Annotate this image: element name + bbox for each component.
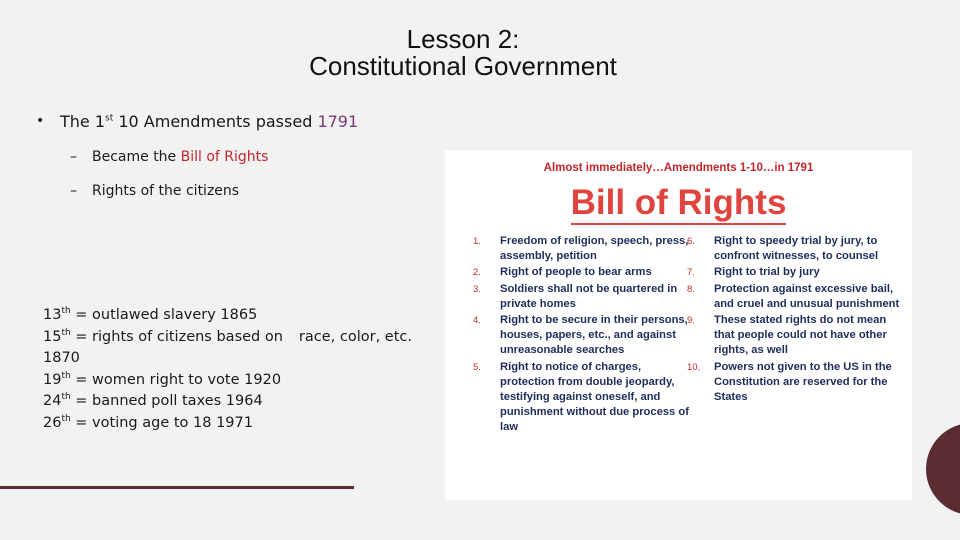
- dash-icon: –: [70, 183, 77, 199]
- amendment-row: 13th = outlawed slavery 1865: [43, 306, 258, 323]
- bill-of-rights-highlight: Bill of Rights: [180, 149, 269, 165]
- amendment-item: 7. Right to trial by jury: [687, 266, 820, 279]
- divider-rule: [0, 486, 354, 489]
- title-line-2: Constitutional Government: [309, 51, 617, 81]
- bullet-sub-2: – Rights of the citizens: [70, 183, 240, 199]
- amendment-item: 9. These stated rights do not mean that people could not have other rights, as well: [687, 314, 887, 357]
- slide-title: [0, 26, 926, 80]
- amendment-row: 19th = women right to vote 1920: [43, 370, 282, 388]
- amendment-row: 26th = voting age to 18 1971: [43, 414, 253, 431]
- amendment-item: 1. Freedom of religion, speech, press, assembly, petition: [473, 235, 689, 263]
- bullet-main-text: The 1st 10 Amendments passed 1791: [60, 111, 359, 131]
- bullet-sub-1: – Became the Bill of Rights: [70, 149, 269, 165]
- amendment-item: 3. Soldiers shall not be quartered in private homes: [473, 282, 678, 310]
- amendment-item: 4. Right to be secure in their persons, houses, papers, etc., and against unreasonable searches: [473, 314, 688, 357]
- amendment-row: 24th = banned poll taxes 1964: [43, 392, 263, 410]
- amendment-item: 10. Powers not given to the US in the Constitution are reserved for the States: [687, 360, 892, 404]
- panel-title: Bill of Rights: [445, 180, 912, 226]
- amendment-item: 5. Right to notice of charges, protection from double jeopardy, testifying against oneself, and punishment without due process of law: [473, 360, 689, 434]
- title-line-1: Lesson 2:: [406, 24, 520, 54]
- bill-of-rights-image: [445, 150, 912, 500]
- year-1791: 1791: [317, 111, 359, 131]
- decorative-circle: [926, 423, 960, 515]
- amendment-row: 1870: [43, 350, 80, 367]
- amendment-item: 6. Right to speedy trial by jury, to confront witnesses, to counsel: [687, 235, 879, 263]
- panel-heading: Almost immediately…Amendments 1-10…in 1791: [543, 162, 814, 174]
- amendment-row: 15th = rights of citizens based on race, color, etc.: [43, 327, 412, 345]
- dash-icon: –: [70, 149, 77, 165]
- panel-left-column: [473, 234, 691, 437]
- panel-right-column: [687, 234, 909, 406]
- amendment-item: 2. Right of people to bear arms: [473, 266, 652, 279]
- amendment-item: 8. Protection against excessive bail, and cruel and unusual punishment: [687, 282, 900, 310]
- bullet-list: [36, 108, 358, 202]
- bullet-main: [36, 108, 358, 134]
- amendments-list: [43, 305, 412, 435]
- bullet-dot-icon: •: [36, 113, 45, 129]
